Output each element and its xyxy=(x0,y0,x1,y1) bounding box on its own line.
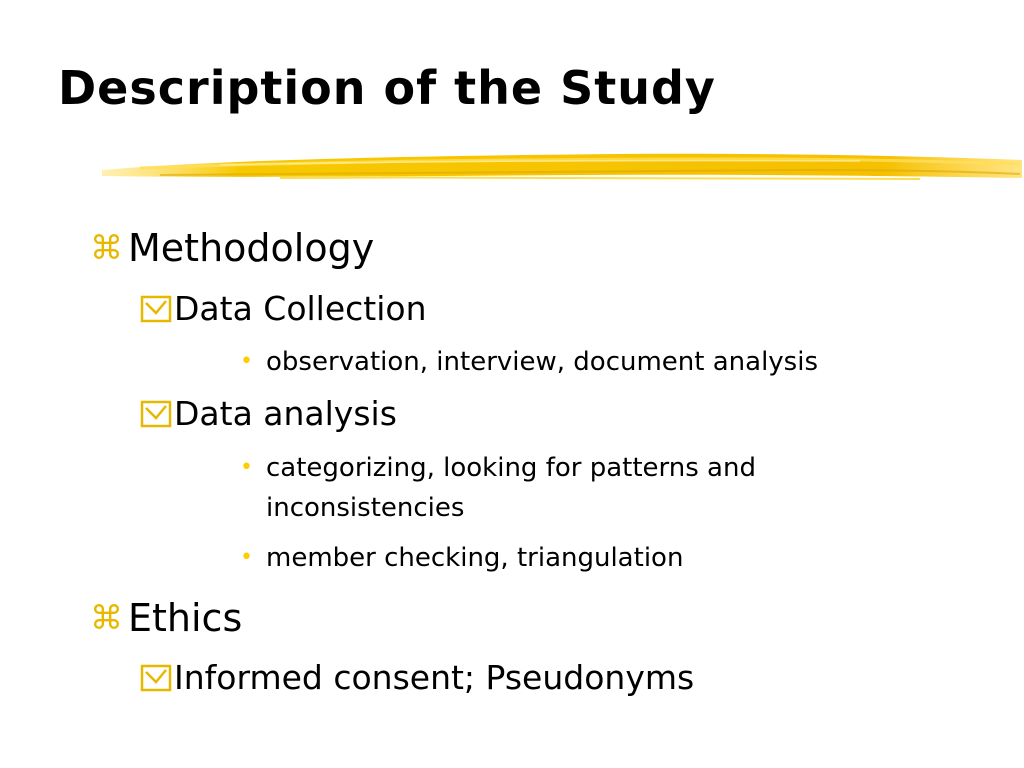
bullet-dot-icon: • xyxy=(240,545,253,570)
section-methodology xyxy=(90,226,374,270)
subsection-label: Data Collection xyxy=(174,289,427,328)
command-key-icon: ⌘ xyxy=(90,598,123,637)
checked-box-icon xyxy=(140,398,172,430)
bullet-dot-icon: • xyxy=(240,349,253,374)
checked-box-icon xyxy=(140,293,172,325)
point-text: observation, interview, document analysis xyxy=(266,347,818,377)
subsection-data-analysis xyxy=(140,394,397,434)
section-ethics xyxy=(90,596,242,640)
command-key-icon: ⌘ xyxy=(90,228,123,267)
point-text: member checking, triangulation xyxy=(266,543,684,573)
subsection-label: Data analysis xyxy=(174,394,397,433)
bullet-dot-icon: • xyxy=(240,455,253,480)
section-label: Methodology xyxy=(128,226,375,270)
slide-title: Description of the Study xyxy=(58,61,716,115)
point-item xyxy=(240,342,900,382)
checked-box-icon xyxy=(140,662,172,694)
point-item xyxy=(240,448,860,528)
subsection-data-collection xyxy=(140,289,427,329)
subsection-label: Informed consent; Pseudonyms xyxy=(174,658,695,697)
subsection-informed-consent xyxy=(140,658,694,698)
point-text: categorizing, looking for patterns and inconsistencies xyxy=(266,453,756,523)
yellow-brush-stroke xyxy=(100,148,1024,188)
point-item xyxy=(240,538,900,578)
section-label: Ethics xyxy=(128,596,243,640)
